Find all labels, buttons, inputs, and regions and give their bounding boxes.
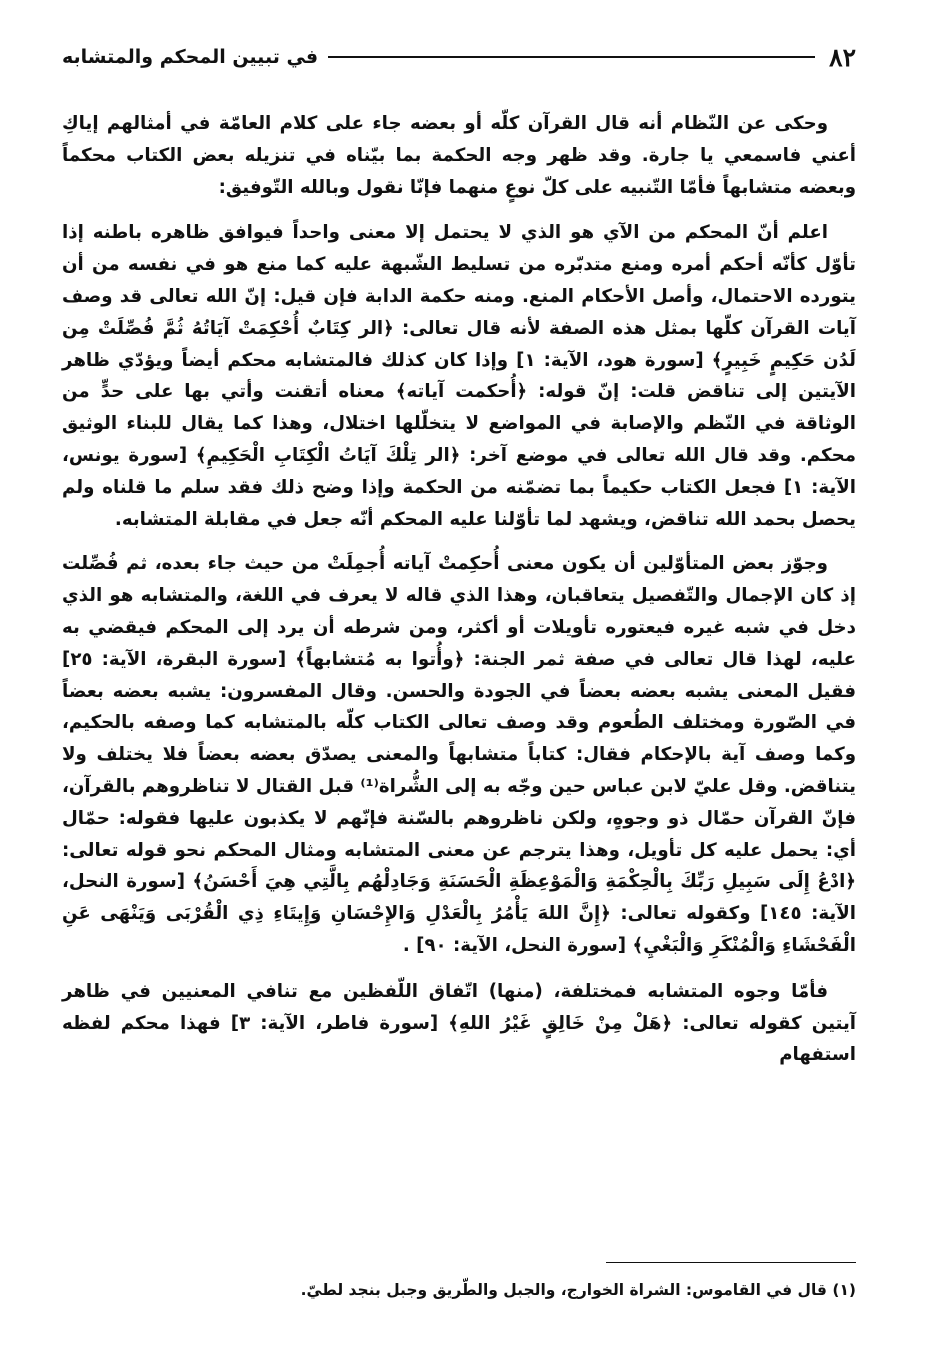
page-number: ٨٢ <box>829 42 856 72</box>
footnotes <box>62 1262 856 1303</box>
footnote: (١) قال في القاموس: الشراة الخوارج، والجبل والطّريق وجبل بنجد لطيّ. <box>300 1281 856 1299</box>
paragraph: فأمّا وجوه المتشابه فمختلفة، (منها) اتّفاق اللّفظين مع تنافي المعنيين في ظاهر آيتين كقوله تعالى: ﴿هَلْ مِنْ خَالِقٍ غَيْرُ اللهِ﴾ [سورة فاطر، الآية: ٣] فهذا محكم لفظه استفهام <box>62 980 857 1066</box>
main-text <box>62 108 856 1071</box>
paragraph: وحكى عن النّظام أنه قال القرآن كلّه أو بعضه جاء على كلام العامّة في أمثالهم إياكِ أعني فاسمعي يا جارة. وقد ظهر وجه الحكمة بما بيّناه في تنزيله بعض الكتاب محكماً وبعضه متشابهاً فأمّا التّنبيه على كلّ نوعٍ منهما فإنّا نقول وبالله التّوفيق: <box>62 113 856 198</box>
paragraph: اعلم أنّ المحكم من الآي هو الذي لا يحتمل إلا معنى واحداً فيوافق ظاهره باطنه إذا تأوّل كأنّه أحكم أمره ومنع متدبّره من تسليط الشّبهة عليه كما منع هو في نفسه من أن يتورده الاحتمال، وأصل الأحكام المنع. ومنه حكمة الدابة فإن قيل: إنّ الله تعالى قد وصف آيات القرآن كلّها بمثل هذه الصفة لأنه قال تعالى: ﴿الر كِتَابٌ أُحْكِمَتْ آيَاتُهُ ثُمَّ فُصِّلَتْ مِن لَدُن حَكِيمٍ خَبِيرٍ﴾ [سورة هود، الآية: ١] وإذا كان كذلك فالمتشابه محكم أيضاً ويؤدّي ظاهر الآيتين إلى تناقض قلت: إنّ قوله: ﴿أُحكمت آياته﴾ معناه أتقنت وأتي بها على حدٍّ من الوثاقة في النّظم والإصابة في المواضع لا يتخلّلها اختلال، وهذا كما يقال للبناء الوثيق محكم. وقد قال الله تعالى في موضع آخر: ﴿الر تِلْكَ آيَاتُ الْكِتَابِ الْحَكِيمِ﴾ [سورة يونس، الآية: ١] فجعل الكتاب حكيماً بما تضمّنه من الحكمة وإذا وضح ذلك فقد سلم ما قلناه ولم يحصل بحمد الله تناقض، ويشهد لما تأوّلنا عليه المحكم أنّه جعل في مقابلة المتشابه. <box>62 222 856 530</box>
header-rule <box>328 56 815 58</box>
footnote-rule <box>606 1262 856 1263</box>
running-header <box>62 40 856 74</box>
running-title: في تبيين المحكم والمتشابه <box>62 46 319 68</box>
paragraph: وجوّز بعض المتأوّلين أن يكون معنى أُحكِمتْ آياته أُجمِلَتْ من حيث جاء بعده، ثم فُصِّلت إذ كان الإجمال والتّفصيل يتعاقبان، وهذا الذي قاله لا يعرف في اللغة، والمتشابه هو الذي دخل في شبه غيره فيعتوره تأويلات أو أكثر، ومن شرطه أن يرد إلى المحكم فيقضي به عليه، لهذا قال تعالى في صفة ثمر الجنة: ﴿وأُتوا به مُتشابهاً﴾ [سورة البقرة، الآية: ٢٥] فقيل المعنى يشبه بعضه بعضاً في الجودة والحسن. وقال المفسرون: يشبه بعضه بعضاً في الصّورة ومختلف الطُعوم وقد وصف تعالى الكتاب كلّه بالمتشابه كما وصفه بالحكيم، وكما وصف آية بالإحكام فقال: كتاباً متشابهاً والمعنى يصدّق بعضه بعضاً فلا يختلف ولا يتناقض. وقل عليّ لابن عباس حين وجّه به إلى الشُّراة⁽¹⁾ قبل القتال لا تناظروهم بالقرآن، فإنّ القرآن حمّال ذو وجوهٍ، ولكن ناظروهم بالسّنة فإنّهم لا يكذبون عليها فقوله: حمّال أي: يحمل عليه كل تأويل، وهذا يترجم عن معنى المتشابه ومثال المحكم نحو قوله تعالى: ﴿ادْعُ إِلَى سَبِيلِ رَبِّكَ بِالْحِكْمَةِ وَالْمَوْعِظَةِ الْحَسَنَةِ وَجَادِلْهُم بِالَّتِي هِيَ أَحْسَنُ﴾ [سورة النحل، الآية: ١٤٥] وكقوله تعالى: ﴿إِنَّ اللهَ يَأْمُرُ بِالْعَدْلِ وَالإِحْسَانِ وَإِيتَاءِ ذِي الْقُرْبَى وَيَنْهَى عَنِ الْفَحْشَاءِ وَالْمُنْكَرِ وَالْبَغْيِ﴾ [سورة النحل، الآية: ٩٠] . <box>62 553 857 956</box>
